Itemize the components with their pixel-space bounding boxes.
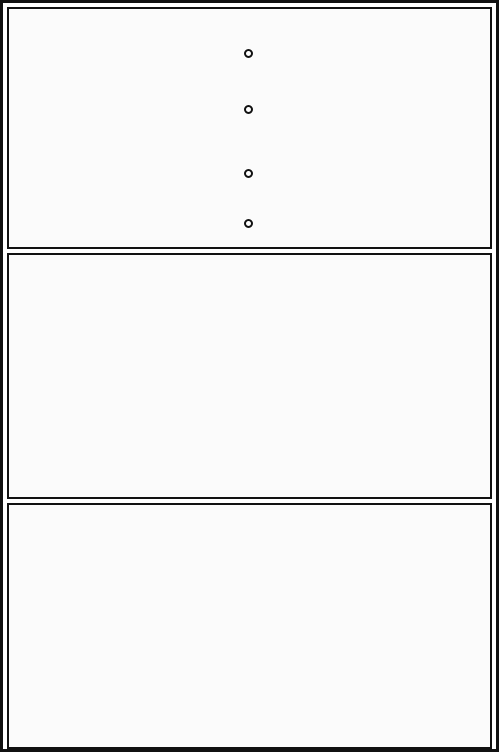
text-column [336, 259, 356, 493]
text-column [143, 13, 163, 243]
punctuation-circle-mark [244, 105, 253, 114]
text-column [122, 13, 142, 243]
text-column [122, 509, 142, 743]
text-column [464, 259, 484, 493]
text-column [79, 259, 99, 493]
text-panel-bottom [7, 503, 492, 749]
text-column [36, 259, 56, 493]
text-column [250, 13, 270, 243]
text-column [15, 509, 35, 743]
text-column [314, 259, 334, 493]
text-column [165, 13, 185, 243]
text-column [207, 509, 227, 743]
text-column [336, 509, 356, 743]
text-column [443, 259, 463, 493]
text-column [421, 259, 441, 493]
text-column [122, 259, 142, 493]
text-column [443, 13, 463, 243]
text-column [357, 259, 377, 493]
punctuation-circle-mark [244, 169, 253, 178]
text-column [58, 259, 78, 493]
text-column [186, 259, 206, 493]
text-column [186, 13, 206, 243]
text-column [378, 13, 398, 243]
text-column [101, 509, 121, 743]
text-column [421, 13, 441, 243]
text-column [58, 13, 78, 243]
text-column [36, 509, 56, 743]
text-column [250, 259, 270, 493]
text-column [357, 13, 377, 243]
text-panel-top [7, 7, 492, 249]
text-panel-middle [7, 253, 492, 499]
text-column [207, 259, 227, 493]
punctuation-circle-mark [244, 49, 253, 58]
column-group-bottom [9, 505, 490, 747]
text-column [378, 259, 398, 493]
text-column [464, 509, 484, 743]
text-column [357, 509, 377, 743]
text-column [314, 13, 334, 243]
text-column [272, 259, 292, 493]
text-column [36, 13, 56, 243]
text-column [272, 13, 292, 243]
text-column [293, 13, 313, 243]
text-column [293, 509, 313, 743]
text-column [101, 13, 121, 243]
text-column [101, 259, 121, 493]
column-group-top [9, 9, 490, 247]
punctuation-circle-mark [244, 219, 253, 228]
text-column [314, 509, 334, 743]
text-column [58, 509, 78, 743]
text-column [15, 13, 35, 243]
text-column [400, 259, 420, 493]
text-column [15, 259, 35, 493]
text-column [165, 509, 185, 743]
text-column [143, 259, 163, 493]
text-column [186, 509, 206, 743]
text-column [165, 259, 185, 493]
text-column [272, 509, 292, 743]
text-column [229, 509, 249, 743]
text-column [400, 13, 420, 243]
text-column [421, 509, 441, 743]
text-column [79, 13, 99, 243]
column-group-middle [9, 255, 490, 497]
text-column [336, 13, 356, 243]
text-column [229, 13, 249, 243]
text-column [143, 509, 163, 743]
text-column [443, 509, 463, 743]
text-column [250, 509, 270, 743]
text-column [207, 13, 227, 243]
text-column [400, 509, 420, 743]
text-column [464, 13, 484, 243]
text-column [378, 509, 398, 743]
text-column [229, 259, 249, 493]
text-column [293, 259, 313, 493]
text-column [79, 509, 99, 743]
